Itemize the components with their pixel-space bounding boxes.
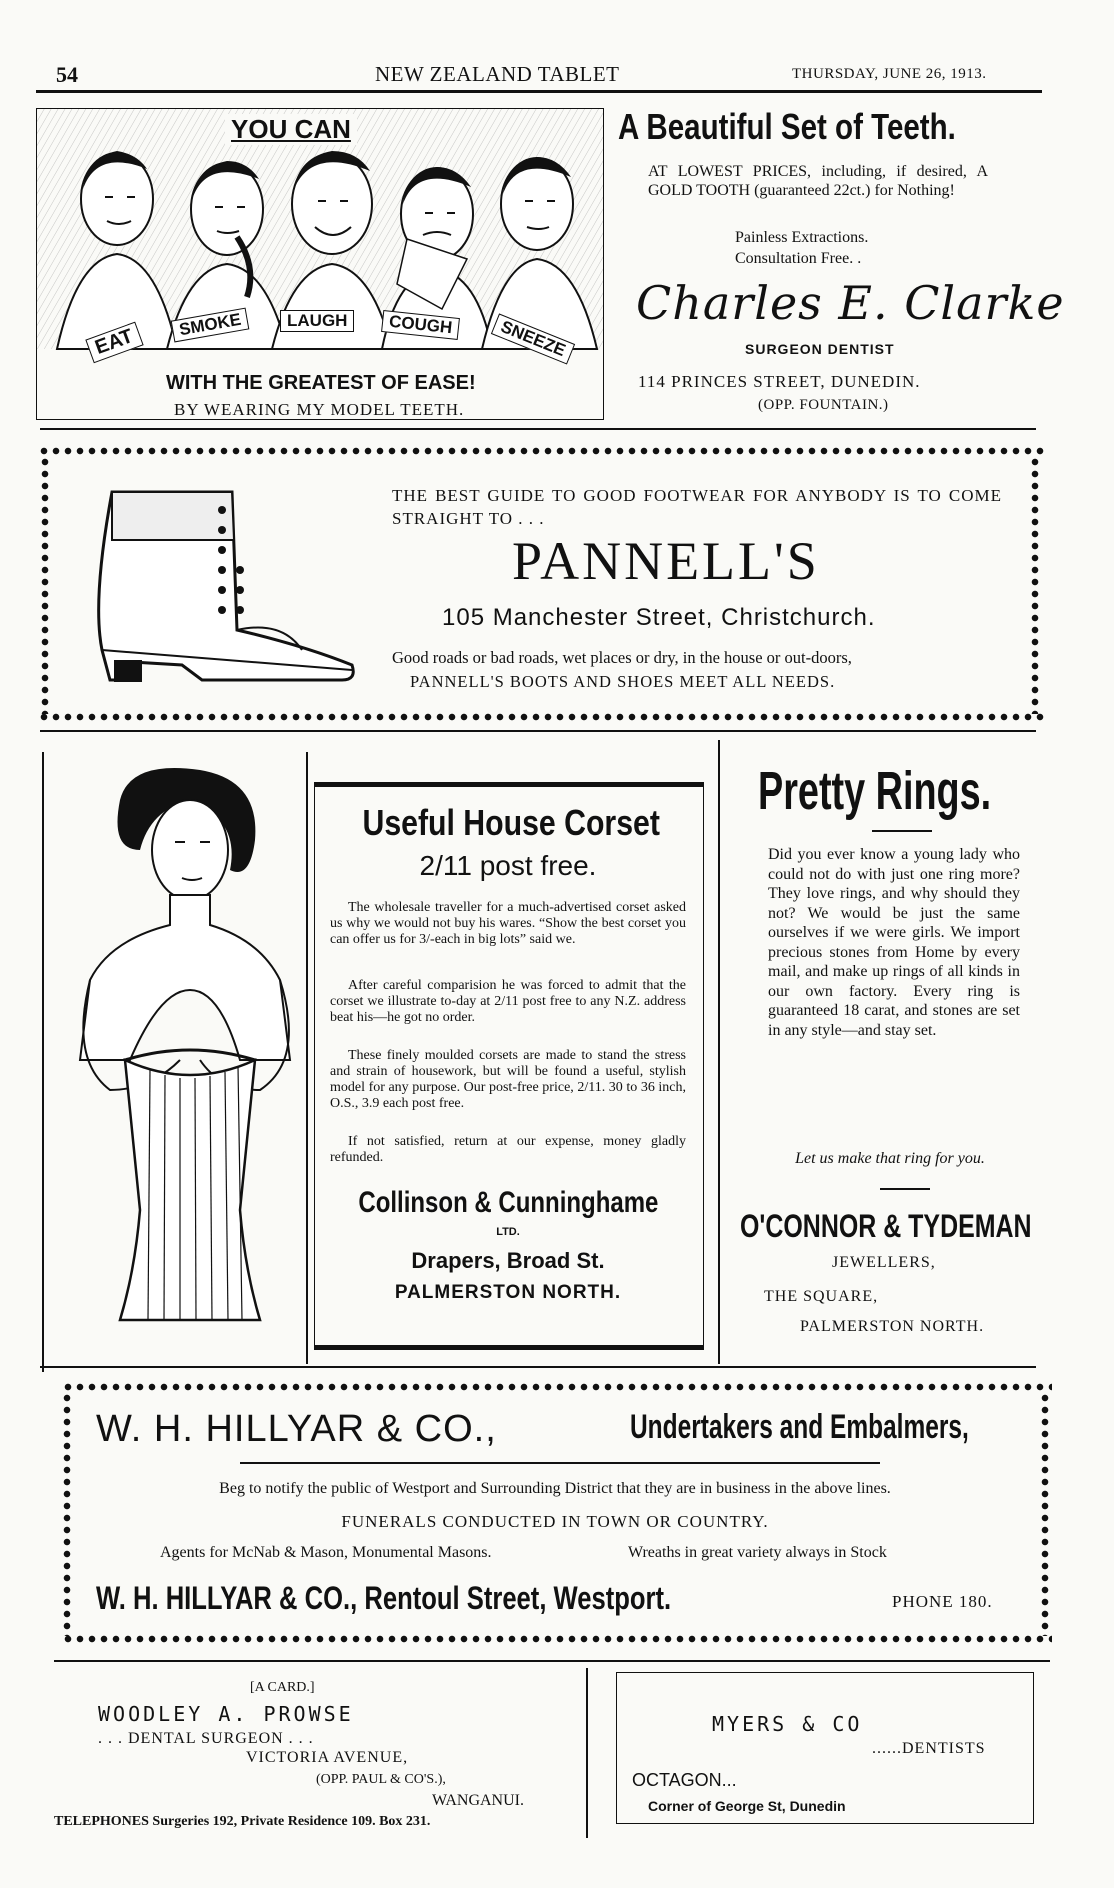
corset-ltd: LTD. (496, 1226, 520, 1238)
pannells-rule (40, 730, 1036, 732)
corset-panel-border-left (42, 752, 44, 1372)
corset-town: PALMERSTON NORTH. (394, 1282, 622, 1303)
prowse-phones: TELEPHONES Surgeries 192, Private Residence 109. Box 231. (54, 1814, 431, 1829)
model-teeth-line: BY WEARING MY MODEL TEETH. (174, 400, 465, 419)
prowse-card-label: [A CARD.] (250, 1680, 315, 1695)
pannells-address: 105 Manchester Street, Christchurch. (442, 604, 876, 631)
boot-illustration (62, 480, 372, 690)
hillyar-border-left (62, 1392, 72, 1636)
pannells-border-bottom (38, 712, 1044, 722)
pannells-intro: THE BEST GUIDE TO GOOD FOOTWEAR FOR ANYBODY IS TO COME STRAIGHT TO . . . (392, 486, 1002, 528)
ribbon-word-sneeze: SNEEZE (491, 313, 575, 364)
you-can-banner: YOU CAN (225, 114, 357, 145)
corset-title: Useful House Corset (362, 802, 660, 843)
corset-firm: Collinson & Cunninghame (358, 1186, 659, 1219)
painless-extractions: Painless Extractions. (735, 229, 869, 246)
masthead-title: NEW ZEALAND TABLET (375, 62, 620, 86)
hillyar-line3a: Agents for McNab & Mason, Monumental Masons. (160, 1544, 492, 1561)
teeth-body: AT LOWEST PRICES, including, if desired, A GOLD TOOTH (guaranteed 22ct.) for Nothing! (648, 163, 988, 199)
prowse-town: WANGANUI. (432, 1792, 524, 1809)
hillyar-rule (240, 1462, 880, 1464)
hillyar-border-right (1040, 1392, 1050, 1636)
corset-para2: After careful comparision he was forced to admit that the corset we illustrate to-day at 2/11 post free to any N.Z. address beat his—he got no order. (330, 978, 686, 1025)
issue-date: THURSDAY, JUNE 26, 1913. (792, 66, 987, 82)
rings-panel-divider (718, 740, 720, 1364)
prowse-street: VICTORIA AVENUE, (246, 1749, 409, 1766)
pannells-border-top (38, 446, 1044, 456)
pannells-line2: PANNELL'S BOOTS AND SHOES MEET ALL NEEDS. (410, 672, 836, 691)
myers-place: OCTAGON... (632, 1770, 737, 1790)
corset-para1: The wholesale traveller for a much-advertised corset asked us why we would not buy his wares. “Show the best corset you can offer us for 3/-each in big lots” said we. (330, 900, 686, 947)
prowse-role: . . . DENTAL SURGEON . . . (98, 1730, 314, 1747)
header-rule (36, 90, 1042, 93)
dentist-address: 114 PRINCES STREET, DUNEDIN. (638, 372, 921, 391)
corset-panel-divider (306, 752, 308, 1364)
hillyar-line1: Beg to notify the public of Westport and Surrounding District that they are in business in the above lines. (219, 1480, 891, 1497)
teeth-headline: A Beautiful Set of Teeth. (618, 106, 956, 147)
hillyar-name: W. H. HILLYAR & CO., (96, 1408, 497, 1450)
consultation-free: Consultation Free. . (735, 250, 862, 267)
hillyar-footer: W. H. HILLYAR & CO., Rentoul Street, Westport. (96, 1580, 672, 1616)
pannells-border-left (40, 456, 50, 714)
action-ribbon (52, 309, 592, 364)
corset-woman-illustration (70, 760, 310, 1360)
prowse-name: WOODLEY A. PROWSE (98, 1702, 354, 1726)
corset-para4: If not satisfied, return at our expense, money gladly refunded. (330, 1134, 686, 1165)
prowse-opp: (OPP. PAUL & CO'S.), (316, 1772, 446, 1787)
pannells-border-right (1030, 456, 1040, 714)
hillyar-phone: PHONE 180. (892, 1592, 993, 1611)
corset-drapers: Drapers, Broad St. (411, 1248, 605, 1273)
rings-tagline-rule (880, 1188, 930, 1190)
teeth-ad-rule (40, 428, 1036, 430)
rings-address2: PALMERSTON NORTH. (800, 1318, 985, 1335)
dentist-opp: (OPP. FOUNTAIN.) (758, 397, 889, 413)
rings-title-rule (872, 830, 932, 832)
corset-price: 2/11 post free. (419, 850, 597, 881)
rings-body: Did you ever know a young lady who could not do with just one ring more? They love rings, and why should they not? We would be just the same ourselves if we were girls. We import precious stones from Home by every mail, and make up rings of all kinds in our own factory. Every ring is guaranteed 18 carat, and stones are set in any style—and stay set. (768, 846, 1020, 1039)
ribbon-word-eat: EAT (85, 322, 143, 363)
myers-corner: Corner of George St, Dunedin (648, 1798, 846, 1814)
middle-section-rule (40, 1366, 1036, 1368)
pannells-line1: Good roads or bad roads, wet places or dry, in the house or out-doors, (392, 648, 852, 667)
hillyar-trade: Undertakers and Embalmers, (630, 1408, 969, 1446)
corset-para3: These finely moulded corsets are made to stand the stress and strain of housework, but will be found a useful, stylish model for any purpose. Our post-free price, 2/11. 30 to 36 inch, O.S., 3.9 each post free. (330, 1048, 686, 1111)
cards-divider (586, 1668, 588, 1838)
hillyar-bottom-rule (54, 1660, 1050, 1662)
rings-trade: JEWELLERS, (832, 1254, 936, 1271)
hillyar-border-top (62, 1382, 1052, 1392)
dentist-role: SURGEON DENTIST (745, 341, 895, 357)
hillyar-line3b: Wreaths in great variety always in Stock (628, 1544, 887, 1561)
dentist-name: Charles E. Clarke (636, 276, 1065, 330)
pannells-name: PANNELL'S (512, 531, 820, 591)
hillyar-line2: FUNERALS CONDUCTED IN TOWN OR COUNTRY. (341, 1512, 769, 1531)
rings-firm: O'CONNOR & TYDEMAN (740, 1208, 1032, 1244)
ribbon-word-laugh: LAUGH (280, 310, 354, 332)
rings-address1: THE SQUARE, (764, 1288, 879, 1305)
myers-role: ......DENTISTS (872, 1740, 986, 1757)
greatest-ease-line: WITH THE GREATEST OF EASE! (162, 372, 480, 395)
rings-title: Pretty Rings. (758, 761, 992, 821)
myers-name: MYERS & CO (712, 1712, 863, 1736)
ribbon-word-cough: COUGH (381, 310, 460, 340)
hillyar-border-bottom (62, 1634, 1052, 1644)
page-number: 54 (56, 62, 78, 87)
ribbon-word-smoke: SMOKE (171, 308, 250, 343)
rings-tagline: Let us make that ring for you. (795, 1150, 985, 1167)
